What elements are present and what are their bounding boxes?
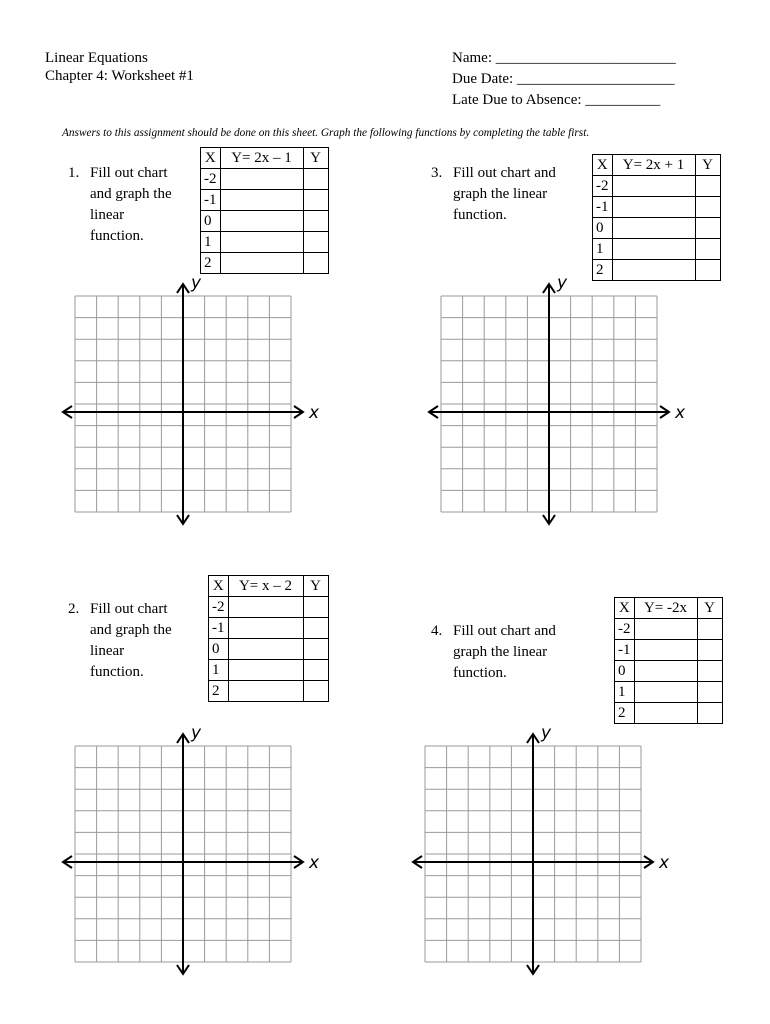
x-value: 1 (615, 682, 635, 703)
x-axis-label: x (309, 853, 320, 873)
prompt-line: Fill out chart and (453, 165, 556, 181)
problem-number: 3. (431, 165, 443, 181)
col-x-header: X (615, 598, 635, 619)
col-eq-header: Y= -2x (634, 598, 697, 619)
x-value: 1 (593, 239, 613, 260)
x-value: 0 (615, 661, 635, 682)
col-eq-header: Y= 2x – 1 (220, 148, 303, 169)
prompt-line: Fill out chart (90, 165, 168, 181)
prompt-line: graph the linear (453, 644, 548, 660)
x-value: -1 (593, 197, 613, 218)
x-axis-label: x (659, 853, 670, 873)
x-value: 2 (615, 703, 635, 724)
col-y-header: Y (303, 576, 328, 597)
x-value: -2 (201, 169, 221, 190)
col-x-header: X (209, 576, 229, 597)
prompt-line: and graph the (90, 186, 172, 202)
x-value: -1 (209, 618, 229, 639)
x-value: -2 (209, 597, 229, 618)
col-x-header: X (593, 155, 613, 176)
prompt-line: function. (453, 207, 507, 223)
x-value: 1 (201, 232, 221, 253)
col-eq-header: Y= x – 2 (228, 576, 303, 597)
prompt-line: linear (90, 643, 125, 659)
problem-number: 2. (68, 601, 80, 617)
x-value: 0 (209, 639, 229, 660)
x-value: -1 (201, 190, 221, 211)
prompt-line: graph the linear (453, 186, 548, 202)
x-value: 2 (201, 253, 221, 274)
instructions: Answers to this assignment should be done on this sheet. Graph the following functions by completing the table first. (62, 127, 590, 139)
due-date-field[interactable]: Due Date: _____________________ (452, 71, 675, 87)
x-value: 1 (209, 660, 229, 681)
x-axis-label: x (309, 403, 320, 423)
problem-number: 4. (431, 623, 443, 639)
name-field[interactable]: Name: ________________________ (452, 50, 676, 66)
prompt-line: Fill out chart (90, 601, 168, 617)
x-value: 2 (209, 681, 229, 702)
problem-number: 1. (68, 165, 80, 181)
col-y-header: Y (697, 598, 722, 619)
y-axis-label: y (557, 273, 568, 293)
x-axis-label: x (675, 403, 686, 423)
late-due-field[interactable]: Late Due to Absence: __________ (452, 92, 661, 108)
x-value: -1 (615, 640, 635, 661)
y-axis-label: y (541, 723, 552, 743)
prompt-line: function. (90, 664, 144, 680)
x-value: 0 (593, 218, 613, 239)
x-value: 2 (593, 260, 613, 281)
prompt-line: linear (90, 207, 125, 223)
y-axis-label: y (191, 723, 202, 743)
prompt-line: function. (453, 665, 507, 681)
x-value: -2 (593, 176, 613, 197)
col-y-header: Y (695, 155, 720, 176)
prompt-line: and graph the (90, 622, 172, 638)
x-value: -2 (615, 619, 635, 640)
prompt-line: function. (90, 228, 144, 244)
col-x-header: X (201, 148, 221, 169)
worksheet-title: Linear Equations (45, 50, 148, 66)
col-y-header: Y (303, 148, 328, 169)
y-axis-label: y (191, 273, 202, 293)
x-value: 0 (201, 211, 221, 232)
chapter-label: Chapter 4: Worksheet #1 (45, 68, 194, 84)
col-eq-header: Y= 2x + 1 (612, 155, 695, 176)
prompt-line: Fill out chart and (453, 623, 556, 639)
